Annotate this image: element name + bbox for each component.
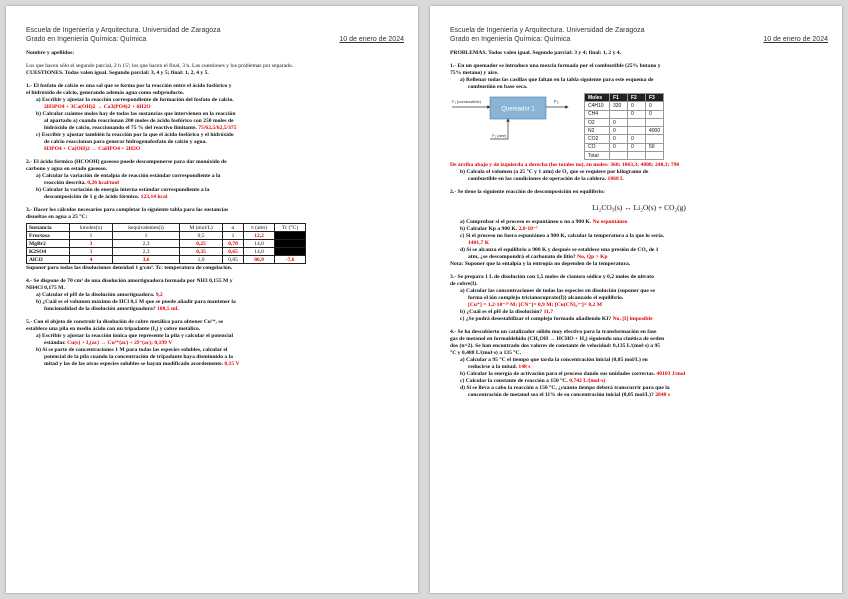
p3-a: a) Calcular las concentraciones de todas las especies en disolución (suponer que se [460, 288, 655, 295]
degree-name: Grado en Ingeniería Química: Química [450, 36, 571, 43]
table-row [27, 232, 306, 240]
table-header: α [223, 224, 244, 232]
q2-line: carbono y agua en estado gaseoso. [26, 166, 108, 172]
question-1 [26, 83, 404, 153]
q5-b: potencial de la pila cuando la concentración de tripadante haya disminuido a la [44, 354, 233, 360]
p1-line: 75% metano) y aire. [450, 70, 499, 76]
cell: Total [585, 152, 610, 160]
table-header: kequivalentes(i) [113, 224, 180, 232]
cell [646, 135, 664, 143]
cell: 0,65 [223, 248, 244, 256]
p4-d: concentración de metanol sea el 11% de su concentración inicial (0,05 mol/L)? [468, 392, 654, 399]
stream-f2-label: F₂ (aire) [492, 133, 507, 138]
cell: 2,3 [113, 240, 180, 248]
q5-a: a) Escribir y ajustar la reacción iónica que represente la pila y calcular el potencial [36, 333, 234, 339]
cell [275, 240, 306, 248]
cell: 0 [610, 127, 628, 135]
school-name: Escuela de Ingeniería y Arquitectura. Universidad de Zaragoza [450, 27, 645, 34]
cell: CO [585, 143, 610, 151]
p4-d: d) Si se lleva a cabo la reacción a 150 °C, ¿cuánto tiempo deberá transcurrir para que la [460, 385, 670, 392]
p4-a-answer: 148 s [518, 364, 531, 371]
p2-intro: 2.- Se tiene la siguiente reacción de descomposición en equilibrio: [450, 189, 605, 196]
cell [628, 152, 646, 160]
burner-diagram [450, 93, 828, 160]
table-header: Sustancia [27, 224, 70, 232]
p1-a-answer: De arriba abajo y de izquierda a derecha (los totales no), en moles: 360; 1063,3; 4000; 248,3; 790 [450, 162, 680, 169]
cell: 0 [610, 118, 628, 126]
p2-c: c) Si el proceso no fuera espontáneo a 900 K, calcular la temperatura a la que lo sería. [460, 233, 665, 240]
q1-b-answer: 75/62,5/62,5/375 [198, 125, 237, 131]
burner-schema [450, 93, 580, 151]
p3-line: de cobre(I). [450, 281, 478, 288]
school-name: Escuela de Ingeniería y Arquitectura. Universidad de Zaragoza [26, 27, 221, 34]
cell: 4000 [646, 127, 664, 135]
cell: 320 [610, 102, 628, 110]
cell [646, 152, 664, 160]
exam-date: 10 de enero de 2024 [763, 36, 828, 43]
q1-b: hidróxido de calcio, reaccionando el 75 % del reactivo limitante. [44, 125, 197, 131]
moles-table [584, 93, 664, 160]
cell: 12,2 [244, 232, 275, 240]
q3-line: 3.- Hacer los cálculos necesarios para completar la siguiente tabla para las sustancias [26, 207, 229, 213]
p3-b: b) ¿Cuál es el pH de la disolución? [460, 309, 543, 316]
stream-f1-label: F₁ (combustible) [452, 99, 481, 104]
q2-a: a) Calcular la variación de entalpía de reacción estándar correspondiente a la [36, 173, 221, 179]
q1-line: 1.- El fosfato de calcio es una sal que se forma por la reacción entre el ácido fosfórico y [26, 83, 232, 89]
p3-c-answer: No, [I] imposible [612, 316, 653, 323]
cell: 0 [646, 110, 664, 118]
cell: MgBr2 [27, 240, 70, 248]
p1-b: b) Calcula el volumen (a 25 °C y 1 atm) de O₂ que se requiere por kilogramo de [460, 169, 649, 176]
cell: 0,25 [180, 240, 223, 248]
cell: 1,0 [180, 256, 223, 264]
table-row [585, 143, 664, 151]
cell: N2 [585, 127, 610, 135]
problems-heading: PROBLEMAS. Todos valen igual. Segundo parcial: 3 y 4; final: 1, 2 y 4. [450, 50, 621, 56]
solutions-table [26, 223, 306, 264]
q4-line: 4.- Se dispone de 70 cm³ de una disolución amortiguadora formada por NH3 0,155 M y [26, 278, 233, 284]
q5-a: estándar. [44, 340, 66, 346]
cell [628, 127, 646, 135]
cell: 4 [70, 256, 113, 264]
cell: 1 [70, 232, 113, 240]
cell: AlCl3 [27, 256, 70, 264]
q1-line: el hidróxido de calcio, generando además agua como subproducto. [26, 90, 185, 96]
table-row [27, 240, 306, 248]
cell: 0 [610, 143, 628, 151]
questions-heading: CUESTIONES. Todas valen igual. Segundo parcial: 3, 4 y 5; final: 1, 2, 4 y 5. [26, 70, 209, 76]
p1-line: 1.- En un quemador se introduce una mezcla formada por el combustible (25% butano y [450, 63, 661, 69]
table-header: kmoles(x) [70, 224, 113, 232]
burner-label: Quemador 1 [501, 106, 535, 113]
page-header [26, 26, 404, 44]
p4-a: a) Calcular a 95 °C el tiempo que tarda la concentración inicial (0,05 mol/L) en [460, 357, 648, 364]
exam-page-right [430, 6, 842, 593]
table-row [585, 118, 664, 126]
cell: 14,0 [244, 248, 275, 256]
table-row [585, 102, 664, 110]
table-row [585, 152, 664, 160]
q3-note: Suponer para todas las disoluciones densidad 1 g/cm³. Tc: temperatura de congelación. [26, 265, 233, 271]
cell [628, 118, 646, 126]
cell: 0 [628, 110, 646, 118]
table-header: F1 [610, 94, 628, 102]
degree-name: Grado en Ingeniería Química: Química [26, 36, 147, 43]
cell: 3,6 [113, 256, 180, 264]
q1-a-answer: 2H3PO4 + 3Ca(OH)2 → Ca3(PO4)2 + 6H2O [44, 104, 151, 110]
q1-c: c) Escribir y ajustar también la reacción por la que el ácido fosfórico y el hidróxido [36, 132, 234, 138]
p1-b-answer: 1868 L [607, 176, 624, 183]
q2-a: reacción descrita. [44, 180, 86, 186]
p2-d: atm, ¿se descompondrá el carbonato de litio? [468, 254, 576, 261]
cell [646, 118, 664, 126]
p2-c-answer: 1401,7 K [468, 240, 490, 247]
q4-b: funcionalidad de la disolución amortiguadora? [44, 306, 156, 312]
p4-line: 4.- Se ha descubierto un catalizador sólido muy efectivo para la transformación en fase [450, 329, 657, 336]
table-header: F3 [646, 94, 664, 102]
q1-c-answer: H3PO4 + Ca(OH)2 → CaHPO4 + 2H2O [44, 146, 141, 152]
cell: 3 [70, 240, 113, 248]
table-row [585, 110, 664, 118]
q1-b: al apartado a) cuando reaccionan 200 moles de ácido fosfórico con 250 moles de [44, 118, 234, 124]
problem-3 [450, 274, 828, 323]
p4-b-answer: 40103 J/mol [656, 371, 686, 378]
p2-b-answer: 2,0·10⁻⁷ [518, 226, 538, 233]
cell: 0,35 [180, 248, 223, 256]
q4-b: b) ¿Cuál es el volumen máximo de HCl 0,1 M que se puede añadir para mantener la [36, 299, 236, 305]
table-header: M (mol/L) [180, 224, 223, 232]
problem-4 [450, 329, 828, 399]
p4-c-answer: 0,742 L/(mol·s) [569, 378, 606, 385]
cell: 1 [113, 232, 180, 240]
q5-line: establece una pila en medio ácido con un tripadante (I₂) y cobre metálico. [26, 326, 201, 332]
cell: CH4 [585, 110, 610, 118]
q4-a-answer: 9,2 [155, 292, 163, 298]
cell: -7,6 [275, 256, 306, 264]
q2-b: descomposición de 1 g de ácido fórmico. [44, 194, 140, 200]
exam-date: 10 de enero de 2024 [339, 36, 404, 43]
q5-b: mitad y las de las otras especies solubles se hayan modificado acordemente. [44, 361, 223, 367]
cell: 0 [628, 102, 646, 110]
cell: 86,9 [244, 256, 275, 264]
cell [610, 110, 628, 118]
p2-a-answer: No espontáneo [592, 219, 628, 226]
cell: 50 [646, 143, 664, 151]
p3-line: 3.- Se prepara 1 L de disolución con 1,5 moles de cianuro sódico y 0,2 moles de nitrato [450, 274, 654, 281]
page-header [450, 26, 828, 44]
p2-equation: Li₂CO₃(s) ↔ Li₂O(s) + CO₂(g) [592, 203, 686, 213]
problem-2 [450, 189, 828, 268]
q4-line: NH4Cl 0,175 M. [26, 285, 65, 291]
intro-text: Los que hacen sólo el segundo parcial, 2 h 15'; los que hacen el final, 3 h. Las cuestiones y los problemas por separado. [26, 63, 294, 69]
question-3 [26, 207, 404, 272]
p2-note: Nota: Suponer que la entalpía y la entropía no dependen de la temperatura. [450, 261, 631, 268]
cell: 0,70 [223, 240, 244, 248]
cell [610, 152, 628, 160]
question-2 [26, 159, 404, 201]
question-5 [26, 319, 404, 368]
cell: 0 [628, 143, 646, 151]
table-row [27, 248, 306, 256]
stream-f3-label: F₃ [554, 99, 559, 104]
p1-b: combustible en las condiciones de operación de la caldera. [468, 176, 607, 183]
q2-line: 2.- El ácido fórmico (HCOOH) gaseoso puede descomponerse para dar monóxido de [26, 159, 227, 165]
name-label: Nombre y apellidos: [26, 50, 75, 56]
q2-a-answer: 0,26 kcal/mol [87, 180, 119, 186]
table-row [27, 256, 306, 264]
cell: 2,3 [113, 248, 180, 256]
p2-d: d) Si se alcanza el equilibrio a 900 K y después se establece una presión de CO₂ de 1 [460, 247, 659, 254]
cell [275, 248, 306, 256]
q1-c: de calcio reaccionan para generar hidrogenofosfato de calcio y agua. [44, 139, 207, 145]
cell: K2SO4 [27, 248, 70, 256]
question-4 [26, 278, 404, 313]
cell: Fructosa [27, 232, 70, 240]
p3-a: forma el ión complejo tricianocuprato(I)) alcanzado el equilibrio. [468, 295, 624, 302]
table-header: Tc (°C) [275, 224, 306, 232]
cell: 1 [223, 232, 244, 240]
q3-line: disueltas en agua a 25 °C: [26, 214, 88, 220]
p3-a-answer: [Cu⁺] = 1,2·10⁻²⁹ M; [CN⁻]= 0,9 M; [Cu(CN)₃²⁻]= 0,2 M [468, 302, 603, 309]
q5-line: 5.- Con el objeto de construir la disolución de cobre metálico para obtener Cu²⁺, se [26, 319, 223, 325]
p1-a: a) Rellenar todas las casillas que faltan en la tabla siguiente para este esquema de [460, 77, 654, 83]
problem-1 [450, 63, 828, 183]
cell: 0 [610, 135, 628, 143]
p1-a: combustión en base seca. [468, 84, 528, 90]
cell [275, 232, 306, 240]
cell: 0 [646, 102, 664, 110]
table-row [585, 127, 664, 135]
table-header: Moles [585, 94, 610, 102]
exam-page-left [6, 6, 418, 593]
p2-a: a) Comprobar si el proceso es espontáneo o no a 900 K. [460, 219, 592, 226]
p4-b: b) Calcular la energía de activación para el proceso dando sus unidades correctas. [460, 371, 656, 378]
q2-b-answer: 123,14 kcal [140, 194, 168, 200]
cell: 14,0 [244, 240, 275, 248]
cell: 0,85 [223, 256, 244, 264]
p4-d-answer: 2848 s [655, 392, 670, 399]
p4-c: c) Calcular la constante de reacción a 150 °C. [460, 378, 568, 385]
cell: 3 [70, 248, 113, 256]
q2-b: b) Calcular la variación de energía interna estándar correspondiente a la [36, 187, 210, 193]
cell: C4H10 [585, 102, 610, 110]
q1-b: b) Calcular cuántos moles hay de todas las sustancias que intervienen en la reacción [36, 111, 236, 117]
q1-a: a) Escribir y ajustar la reacción correspondiente de formación del fosfato de calcio. [36, 97, 234, 103]
table-header: F2 [628, 94, 646, 102]
q5-b-answer: 0,15 V [224, 361, 240, 367]
q5-b: b) Si se parte de concentraciones 1 M para todas las especies solubles, calcular el [36, 347, 228, 353]
table-row [585, 135, 664, 143]
p3-b-answer: 11,7 [543, 309, 554, 316]
q4-b-answer: 108,5 mL [157, 306, 180, 312]
p4-line: gas de metanol en formaldehído (CH₃OH → HCHO + H₂) siguiendo una cinética de orden [450, 336, 665, 343]
cell: 0,5 [180, 232, 223, 240]
p4-a: reducirse a la mitad. [468, 364, 517, 371]
p4-line: dos (n=2). Se han encontrado dos valores de constante de velocidad: 0,135 L/(mol·s) a 95 [450, 343, 661, 350]
q5-a-answer: Cu(s) + I₂(ac) → Cu²⁺(ac) + 2I⁻(ac); 0,199 V [67, 340, 173, 346]
cell: O2 [585, 118, 610, 126]
p2-b: b) Calcular Kp a 900 K. [460, 226, 518, 233]
p4-line: °C y 0,488 L/(mol·s) a 135 °C. [450, 350, 521, 357]
p2-d-answer: No, Qp > Kp [577, 254, 608, 261]
cell: 0 [628, 135, 646, 143]
q4-a: a) Calcular el pH de la disolución amortiguadora. [36, 292, 155, 298]
cell: CO2 [585, 135, 610, 143]
p3-c: c) ¿Se podrá desestabilizar el complejo formado añadiendo KI? [460, 316, 612, 323]
table-header: π (atm) [244, 224, 275, 232]
